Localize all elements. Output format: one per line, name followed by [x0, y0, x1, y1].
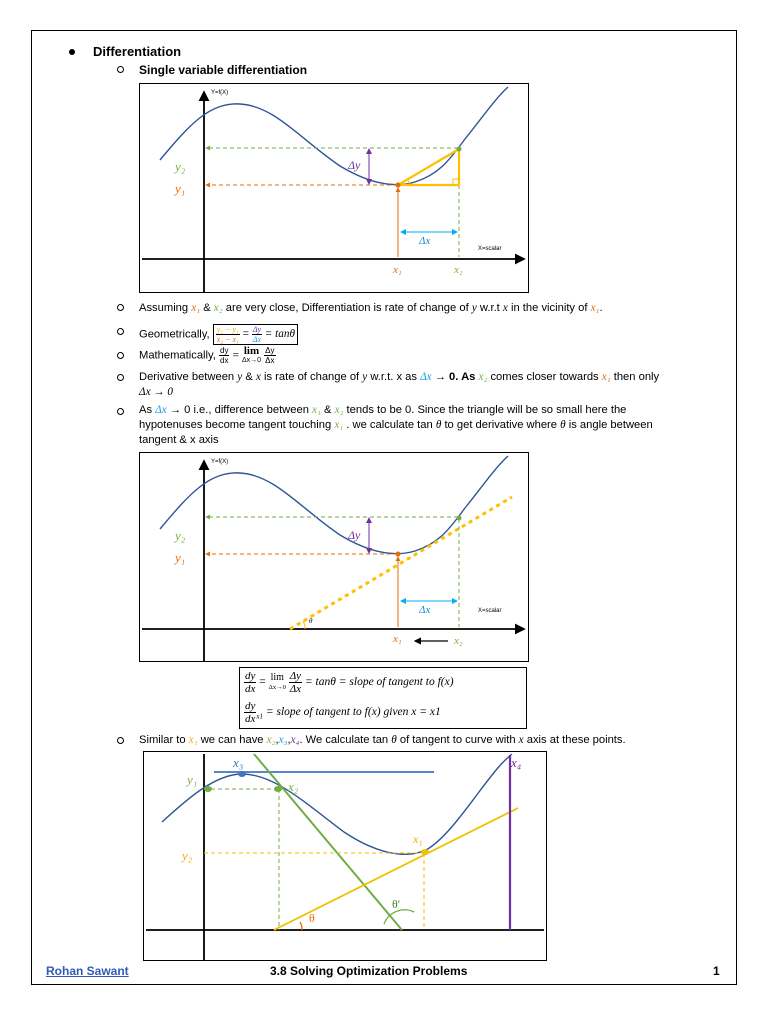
figure-2 — [139, 452, 529, 662]
x-axis-label: X=scalar — [478, 608, 502, 614]
footer-author[interactable]: Rohan Sawant — [46, 964, 129, 978]
bullet-dot — [69, 49, 75, 55]
formula-line-1: $\frac{dy}{dx}$ = lim Δx→0 $\frac{\Delta y}{\Delta x}$ = tanθ = slope of tangent to f(x) — [245, 670, 454, 695]
label-delta-x: Δx — [419, 235, 431, 247]
label-x4: x₄ — [511, 755, 522, 770]
bullet-tangent: As Δx → 0 i.e., difference between x₁ & x₂ tends to be 0. Since the triangle will be so small here the hypotenuses become tangent touching x₁ . we calculate tan θ to get derivative where θ is angle between tangent & x axis — [139, 404, 653, 446]
label-x1: x₁ — [393, 633, 402, 645]
point-x1 — [396, 183, 401, 188]
label-x2: x₂ — [288, 779, 299, 794]
x-axis-label: X=scalar — [478, 246, 502, 252]
label-y2: y₂ — [182, 848, 193, 863]
curve — [160, 456, 508, 554]
bullet-assuming: Assuming x₁ & x₂ are very close, Differentiation is rate of change of y w.r.t x in the vicinity of x₁. — [139, 302, 603, 314]
figure-3-graph — [144, 752, 546, 960]
hypotenuse — [398, 149, 459, 185]
point-x2 — [457, 516, 462, 521]
sub-heading: Single variable differentiation — [139, 63, 308, 77]
sub-bullet — [117, 304, 124, 311]
figure-2-graph — [140, 453, 528, 661]
y-axis-label: Y=f(X) — [211, 459, 229, 465]
point-x1 — [396, 552, 401, 557]
label-x2: x₂ — [454, 635, 463, 647]
label-delta-x: Δx — [419, 604, 431, 616]
figure-1 — [139, 83, 529, 293]
bullet-similar: Similar to x₁ we can have x₂,x₃,x₄. We calculate tan θ of tangent to curve with x axis at these points. — [139, 734, 626, 746]
point-x2 — [457, 147, 462, 152]
section-heading: Differentiation — [93, 44, 182, 59]
sub-bullet — [117, 408, 124, 415]
label-y1: y₁ — [175, 181, 186, 196]
label-x1: x₁ — [413, 832, 423, 846]
figure-3 — [143, 751, 547, 961]
sub-bullet — [117, 328, 124, 335]
curve — [162, 754, 512, 854]
figure-1-graph — [140, 84, 528, 292]
sub-bullet — [117, 352, 124, 359]
label-y2: y₂ — [175, 159, 186, 174]
sub-bullet — [117, 374, 124, 381]
label-y1: y₁ — [175, 550, 186, 565]
label-x3: x₃ — [233, 755, 244, 770]
footer-title: 3.8 Solving Optimization Problems — [270, 964, 468, 978]
label-delta-y: Δy — [348, 158, 361, 172]
formula-line-2: $\frac{dy}{dx}$ $_{x1}$ = slope of tangent to f(x) given x = x1 — [245, 700, 441, 725]
geometric-formula-box: $\frac{\text{y₂ − y₁}}{\text{x₂ − x₁}}$ = $\frac{\Delta y}{\Delta x}$ = tanθ — [213, 324, 298, 345]
sub-bullet — [117, 66, 124, 73]
footer-page-number: 1 — [713, 964, 720, 978]
label-y1: y₁ — [187, 772, 198, 787]
label-x2: x₂ — [454, 264, 463, 276]
label-x1: x₁ — [393, 264, 402, 276]
label-theta: θ — [309, 911, 315, 925]
label-theta: θ — [309, 617, 313, 625]
label-delta-y: Δy — [348, 528, 361, 542]
sub-bullet — [117, 737, 124, 744]
bullet-geometrically: Geometrically, $\frac{\text{y₂ − y₁}}{\text{x₂ − x₁}}$ = $\frac{\Delta y}{\Delta x}$ = tanθ — [139, 324, 298, 345]
derivative-formula-box — [239, 667, 527, 729]
label-theta-prime: θ' — [392, 897, 400, 911]
bullet-mathematically: Mathematically, $\frac{dy}{dx}$ = lim Δx→0 $\frac{\Delta y}{\Delta x}$ — [139, 344, 275, 365]
bullet-derivative: Derivative between y & x is rate of change of y w.r.t. x as Δx → 0. As x₂ comes closer towards x₁ then only Δx → 0 — [139, 371, 660, 398]
label-y2: y₂ — [175, 528, 186, 543]
y-axis-label: Y=f(X) — [211, 90, 229, 96]
curve — [160, 87, 508, 185]
